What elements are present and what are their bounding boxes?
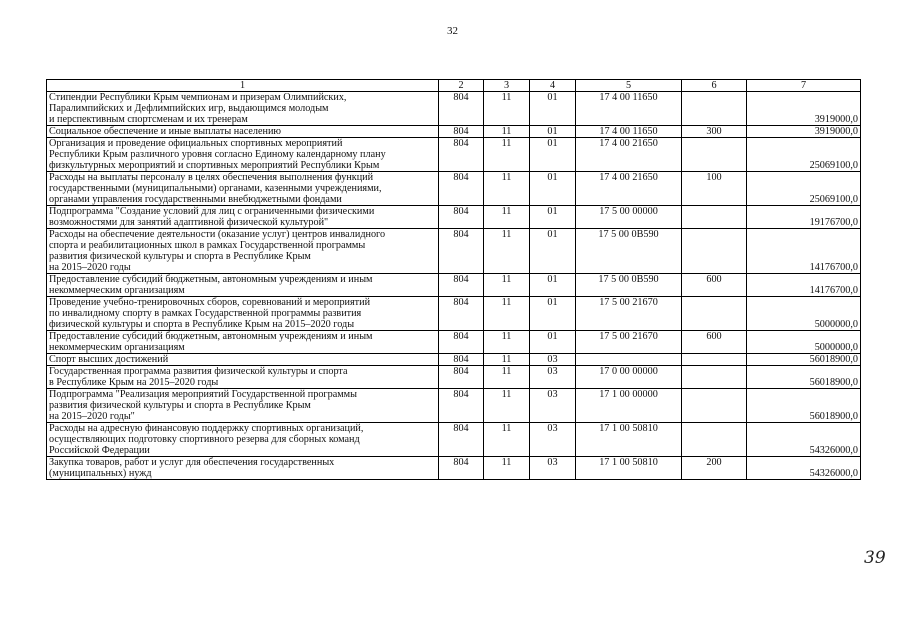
row-code-cell-c2: 804 bbox=[439, 331, 484, 354]
row-sum-cell: 14176700,0 bbox=[747, 274, 861, 297]
row-code-cell-c2: 804 bbox=[439, 389, 484, 423]
row-code-cell-c5: 17 5 00 0В590 bbox=[576, 229, 682, 274]
row-code-cell-c6 bbox=[682, 297, 747, 331]
row-code-cell-c4: 03 bbox=[530, 354, 576, 366]
row-name-line: и перспективным спортсменам и их тренерам bbox=[49, 114, 248, 125]
row-name-cell bbox=[47, 206, 439, 229]
row-code-cell-c3: 11 bbox=[484, 354, 530, 366]
row-code-cell-c4: 01 bbox=[530, 331, 576, 354]
row-sum-cell: 54326000,0 bbox=[747, 423, 861, 457]
column-header: 7 bbox=[747, 80, 861, 92]
table-row bbox=[47, 126, 861, 138]
row-name-line: на 2015–2020 годы" bbox=[49, 411, 135, 422]
table-body bbox=[47, 92, 861, 480]
row-name-line: органами управления государственными внебюджетными фондами bbox=[49, 194, 342, 205]
row-sum-cell: 25069100,0 bbox=[747, 172, 861, 206]
row-code-cell-c3: 11 bbox=[484, 457, 530, 480]
row-name-cell bbox=[47, 423, 439, 457]
row-sum-cell: 56018900,0 bbox=[747, 389, 861, 423]
row-code-cell-c3: 11 bbox=[484, 331, 530, 354]
row-code-cell-c3: 11 bbox=[484, 229, 530, 274]
row-name-line: Паралимпийских и Дефлимпийских игр, выдающимся молодым bbox=[49, 103, 329, 114]
row-code-cell-c3: 11 bbox=[484, 126, 530, 138]
row-code-cell-c5: 17 1 00 50810 bbox=[576, 457, 682, 480]
row-name-line: возможностями для занятий адаптивной физической культурой" bbox=[49, 217, 329, 228]
row-code-cell-c2: 804 bbox=[439, 457, 484, 480]
row-code-cell-c5: 17 4 00 21650 bbox=[576, 172, 682, 206]
row-code-cell-c6 bbox=[682, 229, 747, 274]
row-code-cell-c5: 17 4 00 11650 bbox=[576, 92, 682, 126]
row-name-cell bbox=[47, 366, 439, 389]
table-row bbox=[47, 229, 861, 274]
row-name-line: Предоставление субсидий бюджетным, автономным учреждениям и иным bbox=[49, 274, 373, 285]
row-code-cell-c3: 11 bbox=[484, 138, 530, 172]
row-code-cell-c2: 804 bbox=[439, 297, 484, 331]
row-name-line: Республики Крым различного уровня согласно Единому календарному плану bbox=[49, 149, 386, 160]
row-name-line: Расходы на выплаты персоналу в целях обеспечения выполнения функций bbox=[49, 172, 374, 183]
row-sum-cell: 54326000,0 bbox=[747, 457, 861, 480]
row-code-cell-c4: 01 bbox=[530, 92, 576, 126]
row-code-cell-c4: 03 bbox=[530, 457, 576, 480]
page-number: 32 bbox=[447, 25, 458, 37]
table-row bbox=[47, 366, 861, 389]
row-name-line: некоммерческим организациям bbox=[49, 285, 185, 296]
row-code-cell-c2: 804 bbox=[439, 274, 484, 297]
row-name-cell bbox=[47, 229, 439, 274]
row-name-line: Социальное обеспечение и иные выплаты населению bbox=[49, 126, 282, 137]
row-name-line: Стипендии Республики Крым чемпионам и призерам Олимпийских, bbox=[49, 92, 347, 103]
row-code-cell-c6: 300 bbox=[682, 126, 747, 138]
row-name-line: Закупка товаров, работ и услуг для обеспечения государственных bbox=[49, 457, 335, 468]
row-code-cell-c5 bbox=[576, 354, 682, 366]
row-name-line: спорта и реабилитационных школ в рамках Государственной программы bbox=[49, 240, 366, 251]
table-row bbox=[47, 354, 861, 366]
row-name-line: (муниципальных) нужд bbox=[49, 468, 152, 479]
row-name-line: Расходы на обеспечение деятельности (оказание услуг) центров инвалидного bbox=[49, 229, 386, 240]
row-name-line: Расходы на адресную финансовую поддержку спортивных организаций, bbox=[49, 423, 364, 434]
row-name-line: государственными (муниципальными) органами, казенными учреждениями, bbox=[49, 183, 382, 194]
row-code-cell-c2: 804 bbox=[439, 126, 484, 138]
column-header: 3 bbox=[484, 80, 530, 92]
row-name-line: физкультурных мероприятий и спортивных мероприятий Республики Крым bbox=[49, 160, 380, 171]
column-header: 5 bbox=[576, 80, 682, 92]
row-code-cell-c2: 804 bbox=[439, 229, 484, 274]
table-row bbox=[47, 92, 861, 126]
row-name-cell bbox=[47, 172, 439, 206]
row-code-cell-c2: 804 bbox=[439, 92, 484, 126]
row-name-cell bbox=[47, 274, 439, 297]
row-code-cell-c6 bbox=[682, 206, 747, 229]
row-sum-cell: 19176700,0 bbox=[747, 206, 861, 229]
row-sum-cell: 3919000,0 bbox=[747, 126, 861, 138]
row-sum-cell: 56018900,0 bbox=[747, 366, 861, 389]
row-name-line: Российской Федерации bbox=[49, 445, 150, 456]
row-code-cell-c6 bbox=[682, 366, 747, 389]
row-name-cell bbox=[47, 126, 439, 138]
table-row bbox=[47, 274, 861, 297]
row-code-cell-c3: 11 bbox=[484, 297, 530, 331]
table-header-row bbox=[47, 80, 861, 92]
row-name-line: Государственная программа развития физической культуры и спорта bbox=[49, 366, 348, 377]
table-row bbox=[47, 389, 861, 423]
row-code-cell-c5: 17 4 00 11650 bbox=[576, 126, 682, 138]
row-code-cell-c6 bbox=[682, 92, 747, 126]
row-code-cell-c4: 01 bbox=[530, 138, 576, 172]
row-name-line: Предоставление субсидий бюджетным, автономным учреждениям и иным bbox=[49, 331, 373, 342]
row-name-cell bbox=[47, 138, 439, 172]
row-code-cell-c6 bbox=[682, 138, 747, 172]
row-code-cell-c4: 01 bbox=[530, 229, 576, 274]
row-sum-cell: 56018900,0 bbox=[747, 354, 861, 366]
row-code-cell-c2: 804 bbox=[439, 206, 484, 229]
row-code-cell-c5: 17 5 00 21670 bbox=[576, 297, 682, 331]
row-code-cell-c3: 11 bbox=[484, 274, 530, 297]
row-name-line: на 2015–2020 годы bbox=[49, 262, 131, 273]
row-name-line: Проведение учебно-тренировочных сборов, соревнований и мероприятий bbox=[49, 297, 371, 308]
row-sum-cell: 5000000,0 bbox=[747, 297, 861, 331]
row-code-cell-c5: 17 0 00 00000 bbox=[576, 366, 682, 389]
row-code-cell-c2: 804 bbox=[439, 366, 484, 389]
row-name-cell bbox=[47, 297, 439, 331]
table-row bbox=[47, 172, 861, 206]
row-name-line: осуществляющих подготовку спортивного резерва для сборных команд bbox=[49, 434, 360, 445]
row-code-cell-c5: 17 5 00 00000 bbox=[576, 206, 682, 229]
budget-table bbox=[46, 79, 861, 480]
handwritten-page-mark: 39 bbox=[864, 548, 886, 568]
row-code-cell-c2: 804 bbox=[439, 354, 484, 366]
row-sum-cell: 3919000,0 bbox=[747, 92, 861, 126]
row-name-cell bbox=[47, 331, 439, 354]
row-code-cell-c4: 01 bbox=[530, 297, 576, 331]
row-code-cell-c6 bbox=[682, 423, 747, 457]
row-name-line: некоммерческим организациям bbox=[49, 342, 185, 353]
row-name-line: Подпрограмма "Создание условий для лиц с ограниченными физическими bbox=[49, 206, 375, 217]
row-code-cell-c5: 17 1 00 00000 bbox=[576, 389, 682, 423]
table-row bbox=[47, 297, 861, 331]
row-code-cell-c5: 17 5 00 0В590 bbox=[576, 274, 682, 297]
row-code-cell-c4: 03 bbox=[530, 366, 576, 389]
column-header: 2 bbox=[439, 80, 484, 92]
row-sum-cell: 14176700,0 bbox=[747, 229, 861, 274]
row-code-cell-c5: 17 1 00 50810 bbox=[576, 423, 682, 457]
row-code-cell-c6: 600 bbox=[682, 274, 747, 297]
row-code-cell-c3: 11 bbox=[484, 172, 530, 206]
row-name-cell bbox=[47, 92, 439, 126]
row-code-cell-c6 bbox=[682, 354, 747, 366]
row-code-cell-c4: 01 bbox=[530, 274, 576, 297]
column-header: 4 bbox=[530, 80, 576, 92]
table-row bbox=[47, 206, 861, 229]
table-row bbox=[47, 331, 861, 354]
row-name-cell bbox=[47, 457, 439, 480]
row-code-cell-c3: 11 bbox=[484, 366, 530, 389]
row-name-line: физической культуры и спорта в Республике Крым на 2015–2020 годы bbox=[49, 319, 355, 330]
column-header: 1 bbox=[47, 80, 439, 92]
row-code-cell-c3: 11 bbox=[484, 206, 530, 229]
row-code-cell-c4: 03 bbox=[530, 423, 576, 457]
row-code-cell-c4: 01 bbox=[530, 126, 576, 138]
row-code-cell-c4: 03 bbox=[530, 389, 576, 423]
row-name-line: Подпрограмма "Реализация мероприятий Государственной программы bbox=[49, 389, 357, 400]
row-sum-cell: 25069100,0 bbox=[747, 138, 861, 172]
row-code-cell-c2: 804 bbox=[439, 172, 484, 206]
row-code-cell-c2: 804 bbox=[439, 138, 484, 172]
row-name-line: развития физической культуры и спорта в Республике Крым bbox=[49, 251, 311, 262]
row-code-cell-c3: 11 bbox=[484, 423, 530, 457]
row-code-cell-c3: 11 bbox=[484, 92, 530, 126]
row-code-cell-c6: 200 bbox=[682, 457, 747, 480]
row-sum-cell: 5000000,0 bbox=[747, 331, 861, 354]
row-code-cell-c4: 01 bbox=[530, 206, 576, 229]
row-code-cell-c6: 600 bbox=[682, 331, 747, 354]
table-row bbox=[47, 138, 861, 172]
row-name-line: Спорт высших достижений bbox=[49, 354, 169, 365]
row-code-cell-c5: 17 4 00 21650 bbox=[576, 138, 682, 172]
row-code-cell-c6: 100 bbox=[682, 172, 747, 206]
row-code-cell-c3: 11 bbox=[484, 389, 530, 423]
row-code-cell-c2: 804 bbox=[439, 423, 484, 457]
row-name-cell bbox=[47, 354, 439, 366]
row-code-cell-c5: 17 5 00 21670 bbox=[576, 331, 682, 354]
column-header: 6 bbox=[682, 80, 747, 92]
row-name-line: развития физической культуры и спорта в Республике Крым bbox=[49, 400, 311, 411]
row-name-line: Организация и проведение официальных спортивных мероприятий bbox=[49, 138, 343, 149]
row-name-line: в Республике Крым на 2015–2020 годы bbox=[49, 377, 219, 388]
row-code-cell-c4: 01 bbox=[530, 172, 576, 206]
row-name-line: по инвалидному спорту в рамках Государственной программы развития bbox=[49, 308, 362, 319]
row-code-cell-c6 bbox=[682, 389, 747, 423]
row-name-cell bbox=[47, 389, 439, 423]
table-row bbox=[47, 457, 861, 480]
table-row bbox=[47, 423, 861, 457]
